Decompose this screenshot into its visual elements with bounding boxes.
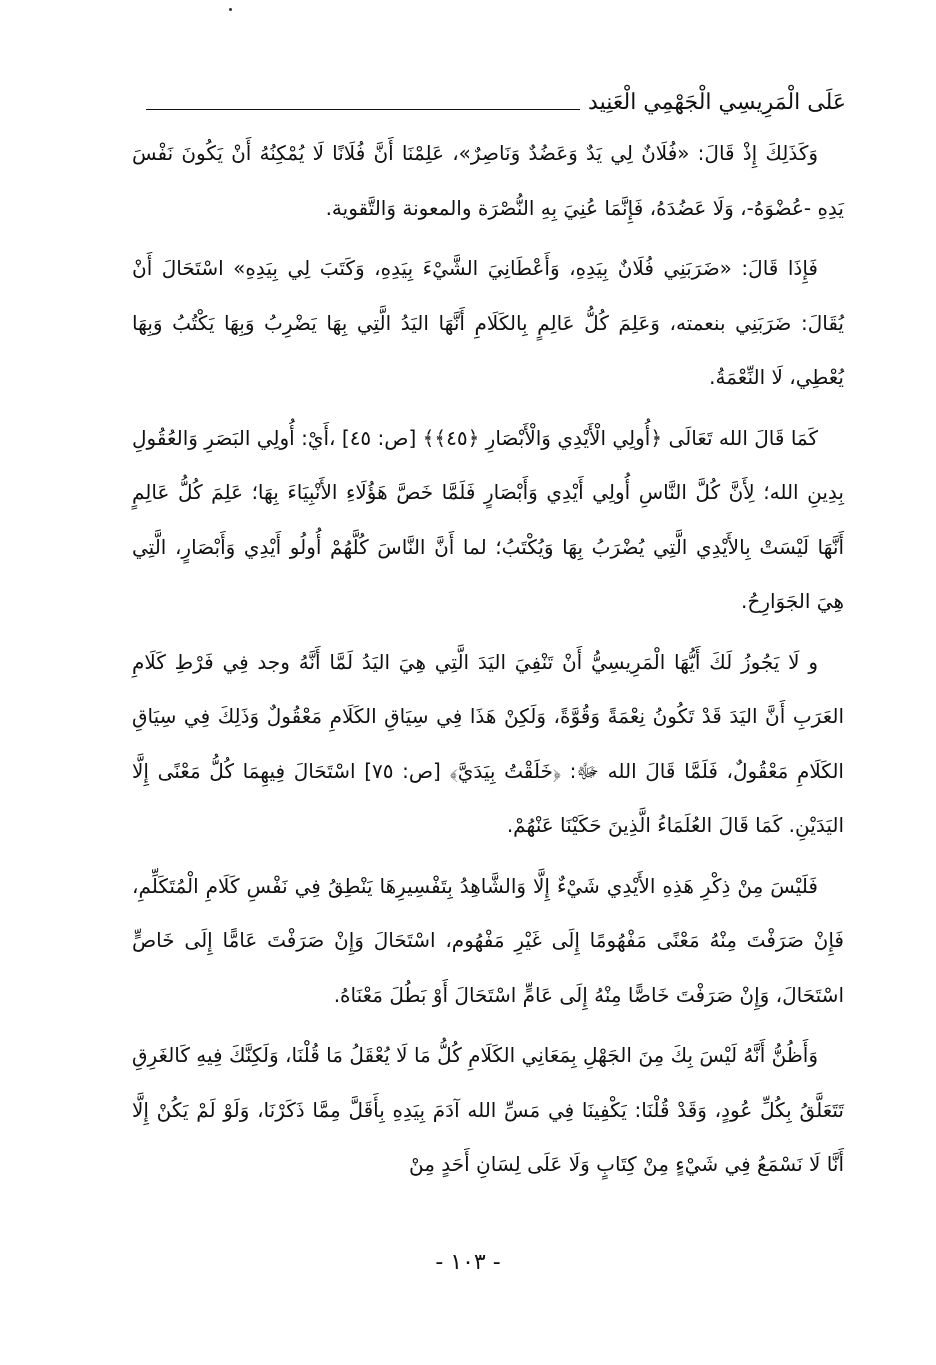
paragraph: فَلَيْسَ مِنْ ذِكْرِ هَذِهِ الأَيْدِي شَيْءٌ إِلَّا وَالشَّاهِدُ بِتَفْسِيرِهَا يَنْطِقُ فِي نَفْسِ كَلَامِ الْمُتَكَلِّمِ، فَإِنْ صَرَفْتَ مِنْهُ مَعْنًى مَفْهُومًا إِلَى غَيْرِ مَفْهُوم، اسْتَحَالَ وَإِنْ صَرَفْتَ عَامًّا إِلَى خَاصٍّ اسْتَحَالَ، وَإِنْ صَرَفْتَ خَاصًّا مِنْهُ إِلَى عَامٍّ اسْتَحَالَ أَوْ بَطُلَ مَعْنَاهُ. <box>132 873 844 1007</box>
page-number: - ١٠٣ - <box>435 1250 501 1275</box>
paragraph: و لَا يَجُوزُ لَكَ أَيُّهَا الْمَرِيسِيُّ أَنْ تَنْفِيَ اليَدَ الَّتِي هِيَ اليَدُ لَمَّا أَنَّهُ وجد فِي فَرْطِ كَلَامِ العَرَبِ أَنَّ اليَدَ قَدْ تَكُونُ نِعْمَةً وَقُوَّةً، وَلَكِنْ هَذَا فِي سِيَاقِ الكَلَامِ مَعْقُولٌ وَذَلِكَ فِي سِيَاقِ الكَلَامِ مَعْقُولٌ، فَلَمَّا قَالَ الله ﷻ: ﴿خَلَقْتُ بِيَدَيَّ﴾ [ص: ٧٥] اسْتَحَالَ فِيهِمَا كُلُّ مَعْنًى إِلَّا اليَدَيْنِ. كَمَا قَالَ العُلَمَاءُ الَّذِينَ حَكَيْنَا عَنْهُمْ. <box>132 649 844 837</box>
scan-speck <box>229 8 232 11</box>
paragraph: وَأَظُنُّ أَنَّهُ لَيْسَ بِكَ مِنَ الجَهْلِ بِمَعَانِي الكَلَامِ كُلُّ مَا لَا يُعْقَلُ مَا قُلْنَا، وَلَكِنَّكَ فِيهِ كَالغَرِقِ تَتَعَلَّقُ بِكُلِّ عُودٍ، وَقَدْ قُلْنَا: يَكْفِينَا فِي مَسِّ الله آدَمَ بِيَدِهِ بِأَقَلَّ مِمَّا ذَكَرْنَا، وَلَوْ لَمْ يَكُنْ إِلَّا أَنَّا لَا نَسْمَعُ فِي شَيْءٍ مِنْ كِتَابٍ وَلَا عَلَى لِسَانِ أَحَدٍ مِنْ <box>132 1043 844 1176</box>
body-text <box>132 126 844 1198</box>
paragraph: كَمَا قَالَ الله تَعَالَى ﴿أُولِي الْأَيْدِي وَالْأَبْصَارِ ﴿٤٥﴾﴾ [ص: ٤٥] ،أَيْ: أُولِي البَصَرِ وَالعُقُولِ بِدِينِ الله؛ لِأَنَّ كُلَّ النَّاسِ أُولِي أَيْدِي وَأَبْصَارٍ فَلَمَّا خَصَّ هَؤُلَاءِ الأَنْبِيَاءَ بِهَا؛ عَلِمَ كُلُّ عَالِمٍ أَنَّهَا لَيْسَتْ بِالأَيْدِي الَّتِي يُضْرَبُ بِهَا وَيُكْتَبُ؛ لما أَنَّ النَّاسَ كُلَّهُمْ أُولُو أَيْدِي وَأَبْصَارٍ، الَّتِي هِيَ الجَوَارِحُ. <box>132 425 844 613</box>
running-header <box>146 78 846 114</box>
header-rule <box>146 109 580 110</box>
paragraph: فَإِذَا قَالَ: «ضَرَبَنِي فُلَانٌ بِيَدِهِ، وَأَعْطَانِيَ الشَّيْءَ بِيَدِهِ، وَكَتَبَ لِي بِيَدِهِ» اسْتَحَالَ أَنْ يُقَالَ: ضَرَبَنِي بنعمته، وَعَلِمَ كُلُّ عَالِمٍ بِالكَلَامِ أَنَّهَا اليَدُ الَّتِي بِهَا يَضْرِبُ وَبِهَا يَكْتُبُ وَبِهَا يُعْطِي، لَا النِّعْمَةُ. <box>132 256 844 389</box>
paragraph: وَكَذَلِكَ إِذْ قَالَ: «فُلَانٌ لِي يَدٌ وَعَضُدٌ وَنَاصِرٌ»، عَلِمْنَا أَنَّ فُلَانًا لَا يُمْكِنُهُ أَنْ يَكُونَ نَفْسَ يَدِهِ -عُضْوَهُ-، وَلَا عَضُدَهُ، فَإِنَّمَا عُنِيَ بِهِ النُّصْرَة والمعونة وَالتَّقوية. <box>132 141 844 220</box>
running-title: عَلَى الْمَرِيسِي الْجَهْمِي الْعَنِيد <box>588 90 846 115</box>
